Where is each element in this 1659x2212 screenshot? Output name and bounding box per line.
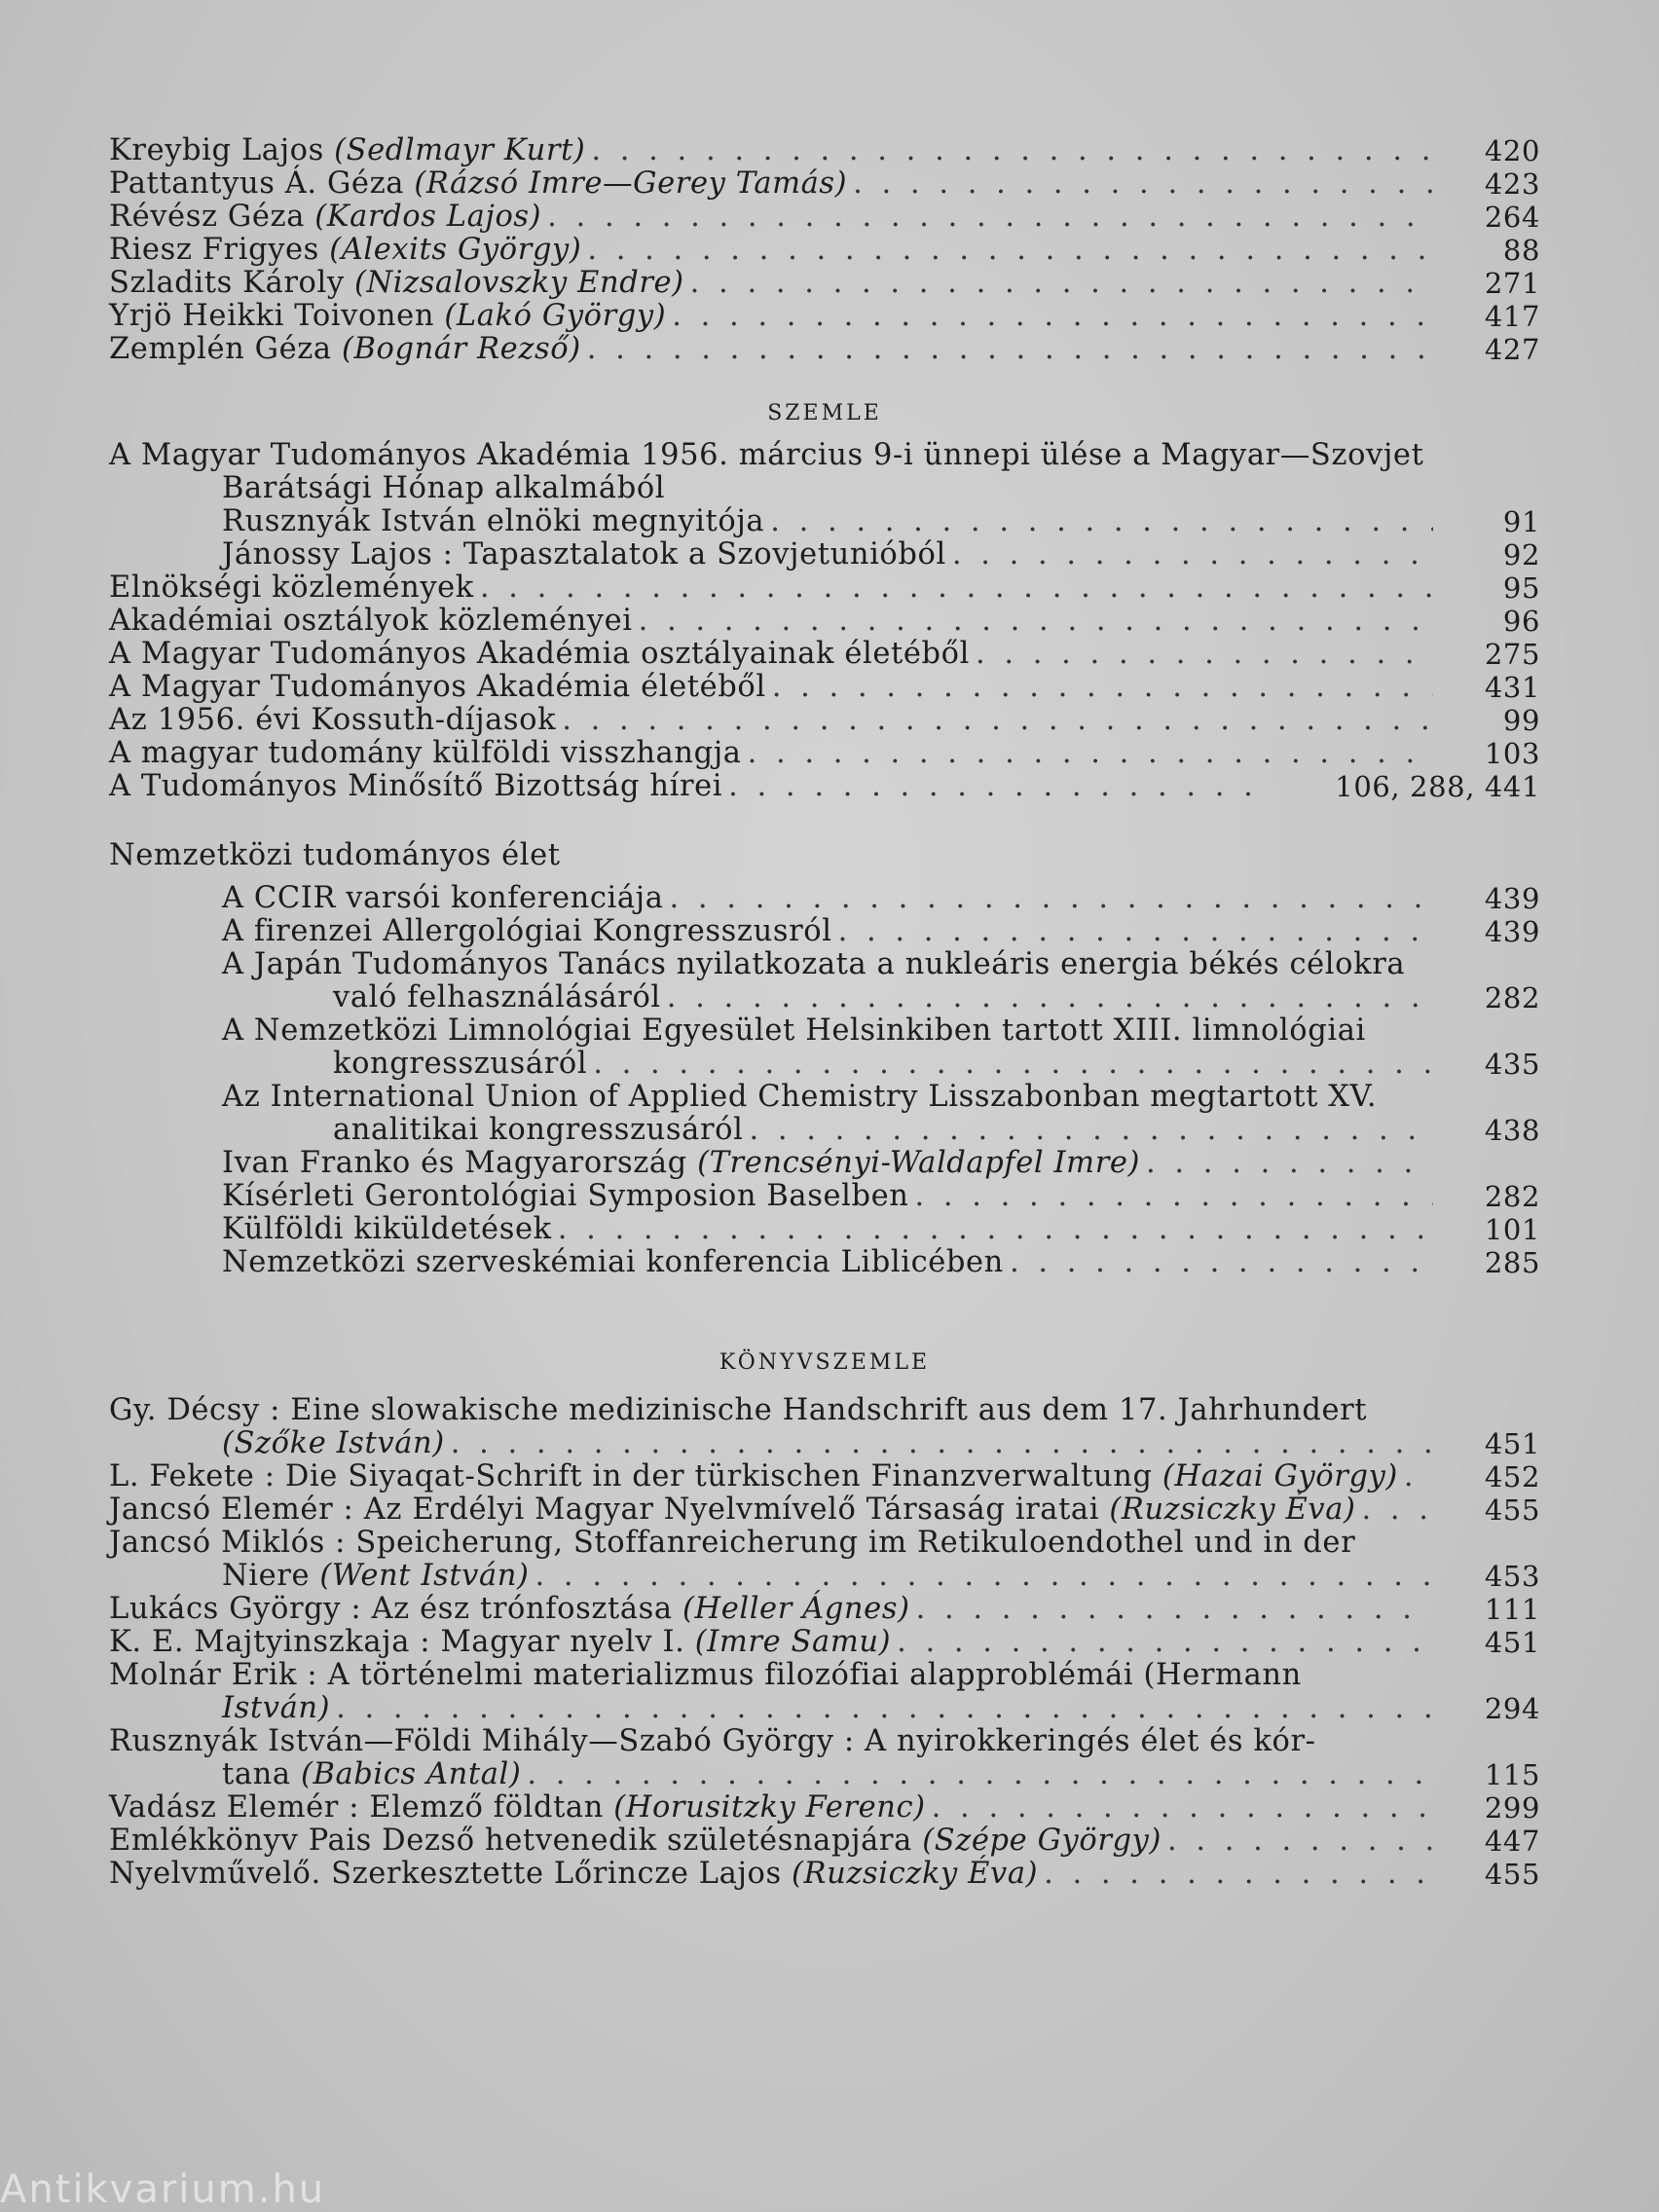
toc-entry: Yrjö Heikki Toivonen (Lakó György) . . . 417 [109, 300, 1540, 333]
toc-entry: Jánossy Lajos : Tapasztalatok a Szovjetunióból . . . 92 [109, 538, 1540, 571]
toc-entry: Kísérleti Gerontológiai Symposion Baselben . . . 282 [109, 1180, 1540, 1213]
toc-entry: Gy. Décsy : Eine slowakische medizinische Handschrift aus dem 17. Jahrhundert (Szőke István) . . . 451 [109, 1394, 1540, 1460]
toc-entry: Molnár Erik : A történelmi materializmus filozófiai alapproblémái (Hermann István) . . . 294 [109, 1659, 1540, 1725]
toc-entry: Rusznyák István elnöki megnyitója . . . 91 [109, 505, 1540, 538]
toc-entry: L. Fekete : Die Siyaqat-Schrift in der türkischen Finanzverwaltung (Hazai György) . . . 452 [109, 1460, 1540, 1493]
toc-entry: Külföldi kiküldetések . . . 101 [109, 1213, 1540, 1246]
toc-entry: Zemplén Géza (Bognár Rezső) . . . 427 [109, 333, 1540, 366]
session-title-cont: Barátsági Hónap alkalmából [222, 471, 666, 505]
konyvszemle-list [109, 1394, 1540, 1891]
szemle-list [109, 439, 1540, 803]
international-title: Nemzetközi tudományos élet [109, 838, 561, 872]
toc-entry: A Tudományos Minősítő Bizottság hírei . . . 106, 288, 441 [109, 770, 1540, 803]
toc-entry: A magyar tudomány külföldi visszhangja . . . 103 [109, 737, 1540, 770]
toc-entry: Vadász Elemér : Elemző földtan (Horusitzky Ferenc) . . . 299 [109, 1791, 1540, 1825]
toc-entry: Szladits Károly (Nizsalovszky Endre) . . . 271 [109, 267, 1540, 300]
toc-entry: A firenzei Allergológiai Kongresszusról . . . 439 [109, 915, 1540, 948]
toc-entry: Riesz Frigyes (Alexits György) . . . 88 [109, 234, 1540, 267]
toc-entry: Pattantyus Á. Géza (Rázsó Imre—Gerey Tamás) . . . 423 [109, 167, 1540, 201]
section-heading-szemle: SZEMLE [767, 401, 882, 425]
toc-entry: Emlékkönyv Pais Dezső hetvenedik születésnapjára (Szépe György) . . . 447 [109, 1825, 1540, 1858]
toc-entry: Jancsó Elemér : Az Erdélyi Magyar Nyelvmívelő Társaság iratai (Ruzsiczky Éva) . . . 455 [109, 1493, 1540, 1527]
toc-entry: Nyelvművelő. Szerkesztette Lőrincze Lajos (Ruzsiczky Éva) . . . 455 [109, 1858, 1540, 1891]
toc-entry: Az 1956. évi Kossuth-díjasok . . . 99 [109, 704, 1540, 737]
toc-entry: Jancsó Miklós : Speicherung, Stoffanreicherung im Retikuloendothel und in der Niere (Went István) . . . 453 [109, 1527, 1540, 1593]
toc-entry: Akadémiai osztályok közleményei . . . 96 [109, 605, 1540, 638]
international-list [109, 839, 1540, 1279]
toc-entry: A Magyar Tudományos Akadémia életéből . . . 431 [109, 671, 1540, 704]
toc-entry: Ivan Franko és Magyarország (Trencsényi-Waldapfel Imre) . . . [109, 1147, 1540, 1180]
watermark: Antikvarium.hu [0, 2167, 326, 2212]
session-title: A Magyar Tudományos Akadémia 1956. március 9-i ünnepi ülése a Magyar—Szovjet [109, 438, 1424, 472]
toc-entry: Rusznyák István—Földi Mihály—Szabó György : A nyirokkeringés élet és kór- tana (Babics Antal) . . . 115 [109, 1725, 1540, 1791]
toc-entry: A Japán Tudományos Tanács nyilatkozata a nukleáris energia békés célokra való felhasználásáról . . . 282 [109, 948, 1540, 1014]
toc-entry: Az International Union of Applied Chemistry Lisszabonban megtartott XV. analitikai kongresszusáról . . . 438 [109, 1081, 1540, 1147]
toc-entry: Lukács György : Az ész trónfosztása (Heller Ágnes) . . . 111 [109, 1593, 1540, 1626]
obituary-list [109, 134, 1540, 366]
toc-entry: Kreybig Lajos (Sedlmayr Kurt) . . . 420 [109, 134, 1540, 167]
toc-entry: K. E. Majtyinszkaja : Magyar nyelv I. (Imre Samu) . . . 451 [109, 1626, 1540, 1659]
toc-entry: Révész Géza (Kardos Lajos) . . . 264 [109, 201, 1540, 234]
toc-entry: Nemzetközi szerveskémiai konferencia Liblicében . . . 285 [109, 1246, 1540, 1279]
toc-entry: A Nemzetközi Limnológiai Egyesület Helsinkiben tartott XIII. limnológiai kongresszusáról . . . 435 [109, 1014, 1540, 1081]
section-heading-konyvszemle: KÖNYVSZEMLE [719, 1350, 931, 1375]
toc-entry: A Magyar Tudományos Akadémia osztályainak életéből . . . 275 [109, 638, 1540, 671]
toc-entry: Elnökségi közlemények . . . 95 [109, 571, 1540, 605]
toc-entry: A CCIR varsói konferenciája . . . 439 [109, 882, 1540, 915]
